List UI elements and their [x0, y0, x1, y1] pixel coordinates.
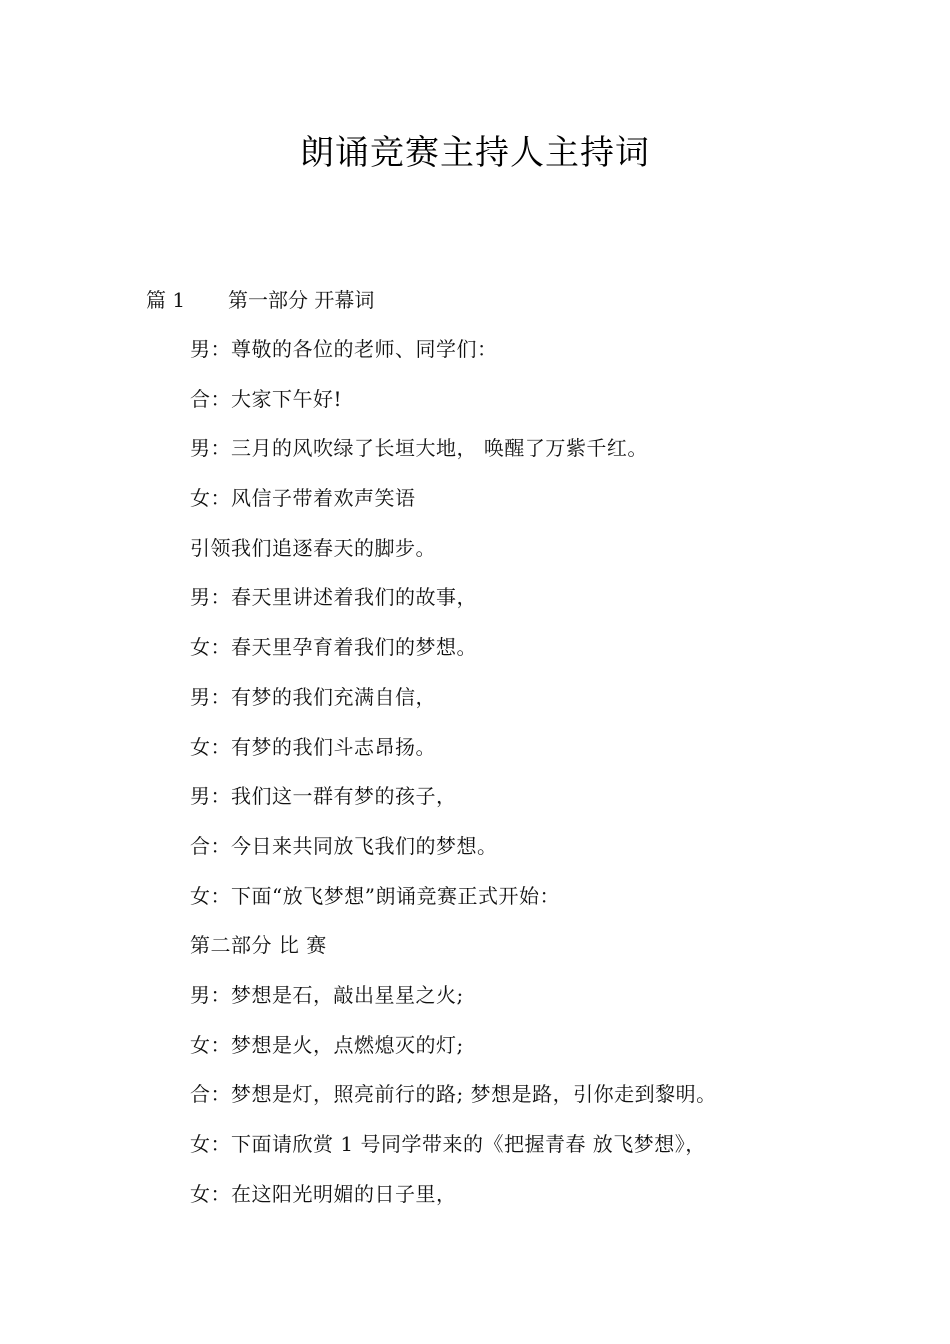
script-line: 合：大家下午好! [190, 386, 343, 411]
script-line: 男：梦想是石，敲出星星之火; [190, 982, 464, 1007]
document-title: 朗诵竞赛主持人主持词 [300, 133, 650, 173]
section-number: 篇 1 [146, 288, 186, 312]
script-line: 男：我们这一群有梦的孩子， [190, 784, 457, 809]
script-line: 女：有梦的我们斗志昂扬。 [190, 734, 436, 759]
script-line: 女：在这阳光明媚的日子里， [190, 1181, 457, 1206]
script-line: 女：下面请欣赏 1 号同学带来的《把握青春 放飞梦想》， [190, 1132, 706, 1156]
script-line: 男：有梦的我们充满自信， [190, 684, 436, 709]
script-line: 合：今日来共同放飞我们的梦想。 [190, 833, 498, 858]
script-line: 男：春天里讲述着我们的故事， [190, 585, 477, 610]
script-line: 引领我们追逐春天的脚步。 [190, 535, 436, 560]
script-line: 女：风信子带着欢声笑语 [190, 486, 416, 511]
part-heading: 第二部分 比 赛 [190, 933, 327, 958]
script-line: 合：梦想是灯，照亮前行的路; 梦想是路，引你走到黎明。 [190, 1082, 717, 1107]
section-header [146, 284, 374, 316]
script-lines [190, 333, 830, 1227]
script-line: 女：春天里孕育着我们的梦想。 [190, 635, 477, 660]
script-line: 女：梦想是火，点燃熄灭的灯; [190, 1032, 464, 1057]
script-line: 女：下面“放飞梦想”朗诵竞赛正式开始： [190, 883, 560, 908]
script-line: 男：三月的风吹绿了长垣大地， 唤醒了万紫千红。 [190, 436, 648, 461]
script-line: 男：尊敬的各位的老师、同学们： [190, 337, 498, 361]
section-heading: 第一部分 开幕词 [228, 288, 375, 312]
